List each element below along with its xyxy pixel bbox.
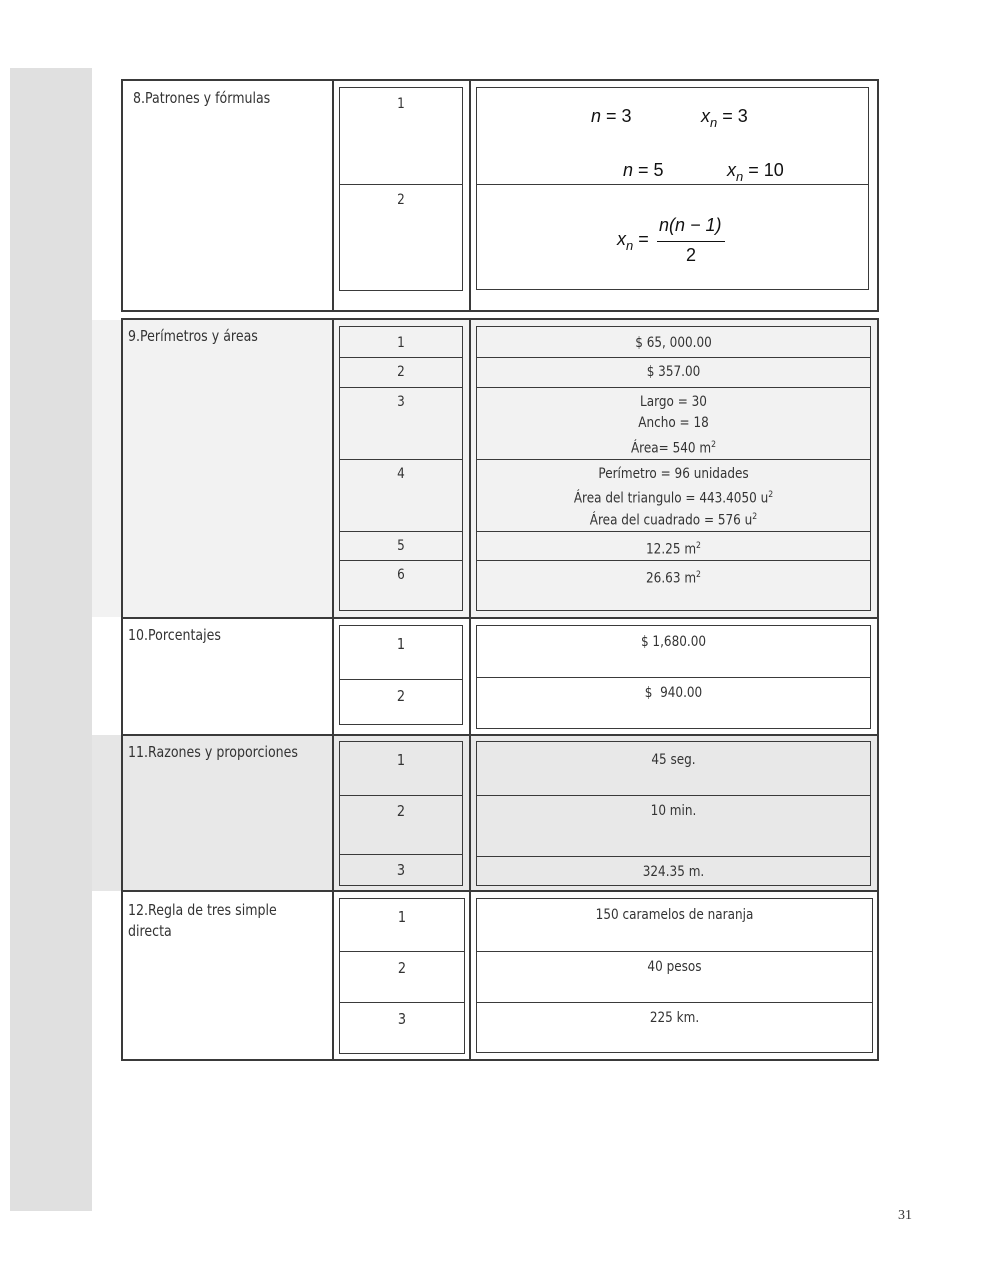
answer-text: 26.63 $m^2$	[646, 570, 701, 587]
answer-row	[477, 531, 870, 560]
answer-row	[477, 742, 870, 795]
number-row	[340, 854, 462, 885]
section-razones-proporciones	[121, 734, 879, 892]
item-number: 4	[397, 466, 405, 482]
answer-row	[477, 560, 870, 610]
answer-row	[477, 795, 870, 856]
numbers-box	[339, 741, 463, 886]
formula-lhs: $x_n$ =	[617, 229, 649, 253]
answer-text: Área del cuadrado = 576 $u^2$	[589, 512, 758, 529]
answer-text: 12.25 $m^2$	[646, 541, 701, 558]
section-porcentajes	[121, 617, 879, 736]
item-number: 2	[397, 364, 405, 380]
section-title: 12.Regla de tres simple directa	[128, 901, 277, 940]
equation-xn10: $x_n = 10$	[727, 160, 784, 184]
answer-text: 45 seg.	[651, 752, 696, 768]
number-row	[340, 679, 462, 724]
answer-text: 324.35 m.	[642, 864, 705, 880]
item-number: 6	[397, 567, 405, 583]
number-row	[340, 531, 462, 560]
numbers-box	[339, 326, 463, 611]
answer-row	[477, 184, 868, 289]
number-row	[340, 387, 462, 459]
number-row	[340, 327, 462, 357]
answer-row	[477, 459, 870, 531]
answer-text: Área del triangulo = 443.4050 $u^2$	[573, 490, 774, 507]
answers-box	[476, 625, 871, 729]
equation-xn3: $x_n = 3$	[701, 106, 748, 130]
item-number: 2	[396, 687, 406, 705]
formula-denominator: 2	[686, 245, 697, 265]
number-row	[340, 742, 462, 795]
answer-row	[477, 327, 870, 357]
answer-row	[477, 856, 870, 885]
number-row	[340, 459, 462, 531]
section-title: 10.Porcentajes	[128, 626, 221, 644]
section-patrones-formulas	[121, 79, 879, 312]
item-number: 5	[397, 538, 405, 554]
item-number: 2	[396, 802, 406, 820]
item-number: 1	[397, 908, 407, 926]
answer-text: 10 min.	[650, 803, 697, 819]
equation-n5: n = 5	[623, 160, 664, 180]
number-row	[340, 357, 462, 387]
answer-text: $ 357.00	[646, 364, 701, 380]
answer-text: Área= 540 $m^2$	[630, 440, 717, 457]
answer-row	[477, 387, 870, 459]
numbers-box	[339, 625, 463, 725]
item-number: 3	[397, 394, 405, 410]
equation-n3: n = 3	[591, 106, 632, 126]
item-number: 1	[396, 751, 406, 769]
section-title: 9.Perímetros y áreas	[128, 327, 258, 345]
answers-box	[476, 898, 873, 1053]
number-row	[340, 899, 464, 951]
numbers-box	[339, 898, 465, 1054]
formula-numerator: n(n − 1)	[659, 215, 722, 235]
section-perimetros-areas	[121, 318, 879, 619]
answers-box	[476, 87, 869, 290]
answer-row	[477, 899, 872, 951]
item-number: 2	[397, 192, 405, 208]
answer-text: $ 65, 000.00	[635, 335, 712, 351]
number-row	[340, 626, 462, 679]
answer-row	[477, 951, 872, 1002]
number-row	[340, 88, 462, 184]
numbers-box	[339, 87, 463, 291]
answer-text: Largo = 30	[640, 394, 707, 410]
section-title: 11.Razones y proporciones	[128, 743, 298, 761]
answer-row	[477, 357, 870, 387]
item-number: 3	[397, 1010, 407, 1028]
section-regla-tres	[121, 890, 879, 1061]
item-number: 2	[397, 959, 407, 977]
answer-row	[477, 677, 870, 728]
answer-text: Ancho = 18	[638, 415, 709, 431]
fraction-bar	[657, 241, 725, 242]
answer-row	[477, 1002, 872, 1052]
item-number: 3	[396, 861, 406, 879]
number-row	[340, 1002, 464, 1053]
number-row	[340, 951, 464, 1002]
item-number: 1	[396, 635, 406, 653]
answer-text: 150 caramelos de naranja	[595, 907, 754, 923]
answer-text: 40 pesos	[647, 959, 702, 975]
number-row	[340, 184, 462, 290]
answer-row	[477, 626, 870, 677]
answers-box	[476, 326, 871, 611]
answer-text: $ 1,680.00	[640, 634, 707, 650]
item-number: 1	[397, 96, 405, 112]
answer-row	[477, 88, 868, 184]
page-number: 31	[898, 1208, 912, 1223]
item-number: 1	[397, 335, 405, 351]
section-title: 8.Patrones y fórmulas	[133, 89, 271, 107]
answer-text: 225 km.	[649, 1010, 700, 1026]
number-row	[340, 795, 462, 854]
answer-text: Perímetro = 96 unidades	[598, 466, 749, 482]
answer-text: $ 940.00	[644, 685, 703, 701]
answers-box	[476, 741, 871, 886]
number-row	[340, 560, 462, 610]
left-margin-bar	[10, 68, 92, 1211]
